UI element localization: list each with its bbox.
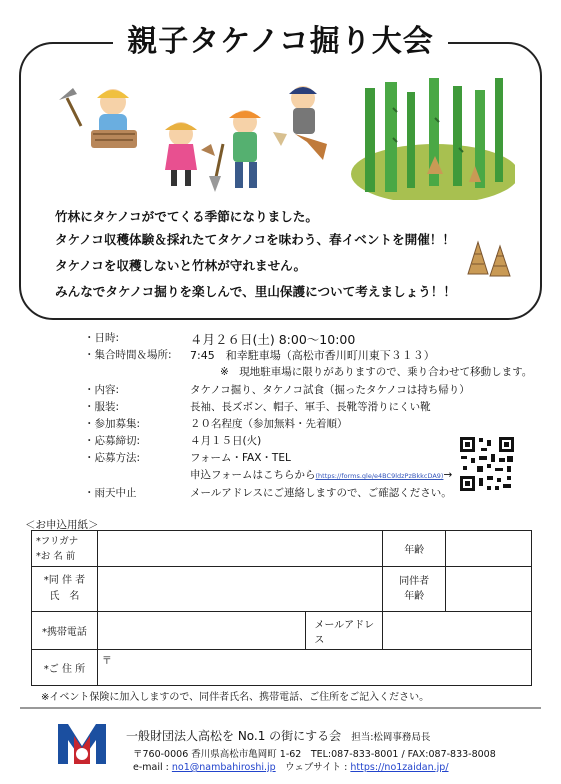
message-3: タケノコを収穫しないと竹林が守れません。: [55, 258, 307, 273]
meet-note: ※ 現地駐車場に限りがありますので、乗り合わせて移動します。: [220, 366, 533, 378]
email-label: メールアドレス: [306, 612, 383, 650]
org-contact: [133, 759, 449, 773]
clothes-label: ・服装:: [84, 401, 120, 413]
clothes-value: 長袖、長ズボン、帽子、軍手、長靴等滑りにくい靴: [190, 401, 431, 413]
email-field[interactable]: [383, 612, 532, 650]
name-label: *お 名 前: [36, 550, 76, 562]
org-staff: 担当:松岡事務局長: [351, 732, 431, 743]
digging-boy-figure: [209, 110, 261, 192]
furigana-label: *フリガナ: [36, 535, 79, 547]
page-title: 親子タケノコ掘り大会: [113, 19, 447, 65]
content-label: ・内容:: [84, 384, 120, 396]
form-heading: ＜お申込用紙＞: [25, 519, 99, 531]
method-value: フォーム・FAX・TEL: [190, 452, 291, 464]
companion-age-label-1: 同伴者: [399, 576, 430, 587]
capacity-label: ・参加募集:: [84, 418, 141, 430]
date-label: ・日時:: [84, 332, 120, 344]
rain-value: メールアドレスにご連絡しますので、ご確認ください。: [190, 487, 452, 499]
date-value: ４月２６日(土) 8:00～10:00: [190, 332, 356, 347]
bamboo-grove: [351, 78, 515, 200]
footer-divider: [20, 707, 541, 709]
deadline-value: ４月１５日(火): [190, 435, 262, 447]
companion-age-label-2: 年齢: [404, 591, 425, 602]
companion-age-cell: [383, 567, 532, 612]
age-label: 年齢: [404, 545, 425, 556]
message-4: みんなでタケノコ掘りを楽しんで、里山保護について考えましょう！！: [55, 284, 456, 299]
form-link-text: 申込フォームはこちらから: [190, 469, 316, 481]
content-value: タケノコ掘り、タケノコ試食（掘ったタケノコは持ち帰り）: [190, 384, 470, 396]
deadline-label: ・応募締切:: [84, 435, 141, 447]
companion-name-field[interactable]: [97, 567, 382, 612]
bamboo-dig-illustration: [55, 78, 515, 200]
address-field[interactable]: [97, 650, 531, 686]
adult-figure: [273, 86, 327, 160]
form-link-url[interactable]: (https://forms.gle/e4BC9ldzPzBkkcDA9): [315, 472, 444, 480]
org-name: 一般財団法人高松を No.1 の街にする会: [126, 729, 342, 743]
org-logo-icon: [54, 718, 110, 770]
form-link-row: [190, 467, 452, 482]
message-1: 竹林にタケノコがでてくる季節になりました。: [55, 209, 318, 224]
age-cell: [383, 531, 532, 567]
message-2: タケノコ収穫体験＆採れたてタケノコを味わう、春イベントを開催！！: [55, 232, 455, 247]
application-form: [31, 530, 532, 686]
name-field[interactable]: [97, 531, 382, 567]
companion-label: *同 伴 者: [43, 575, 86, 586]
meet-label: ・集合時間＆場所:: [84, 349, 172, 361]
site-prefix: ウェブサイト :: [275, 762, 351, 773]
companion-age-field[interactable]: [445, 567, 527, 611]
form-link-arrow: →: [443, 469, 453, 481]
org-block: [126, 725, 430, 744]
phone-field[interactable]: [97, 612, 305, 650]
rain-label: ・雨天中止: [84, 487, 137, 499]
age-field[interactable]: [445, 531, 527, 566]
phone-label: *携帯電話: [32, 612, 98, 650]
email-prefix: e-mail :: [133, 762, 172, 773]
meet-value: 7:45 和幸駐車場（高松市香川町川東下３１３）: [190, 349, 435, 362]
name-labels: [32, 531, 98, 567]
postal-mark: 〒: [101, 656, 112, 667]
qr-code-icon[interactable]: [459, 436, 515, 492]
capacity-value: ２０名程度（参加無料・先着順）: [190, 418, 348, 430]
girl-figure: [165, 122, 215, 186]
bamboo-shoot-icon: [466, 238, 512, 278]
website-link[interactable]: https://no1zaidan.jp/: [350, 762, 449, 773]
companion-labels: [32, 567, 98, 612]
companion-name-label: 氏 名: [49, 591, 80, 602]
org-address: 〒760-0006 香川県高松市亀岡町 1-62 TEL:087-833-8001 / FAX:087-833-8008: [133, 749, 496, 760]
method-label: ・応募方法:: [84, 452, 141, 464]
email-link[interactable]: no1@nambahiroshi.jp: [171, 762, 276, 773]
address-label: *ご 住 所: [32, 650, 98, 686]
form-note: ※イベント保険に加入しますので、同伴者氏名、携帯電話、ご住所をご記入ください。: [41, 692, 430, 703]
boy-figure: [59, 88, 137, 148]
title-wrap: [0, 19, 561, 65]
companion-age-labels: [383, 567, 445, 611]
